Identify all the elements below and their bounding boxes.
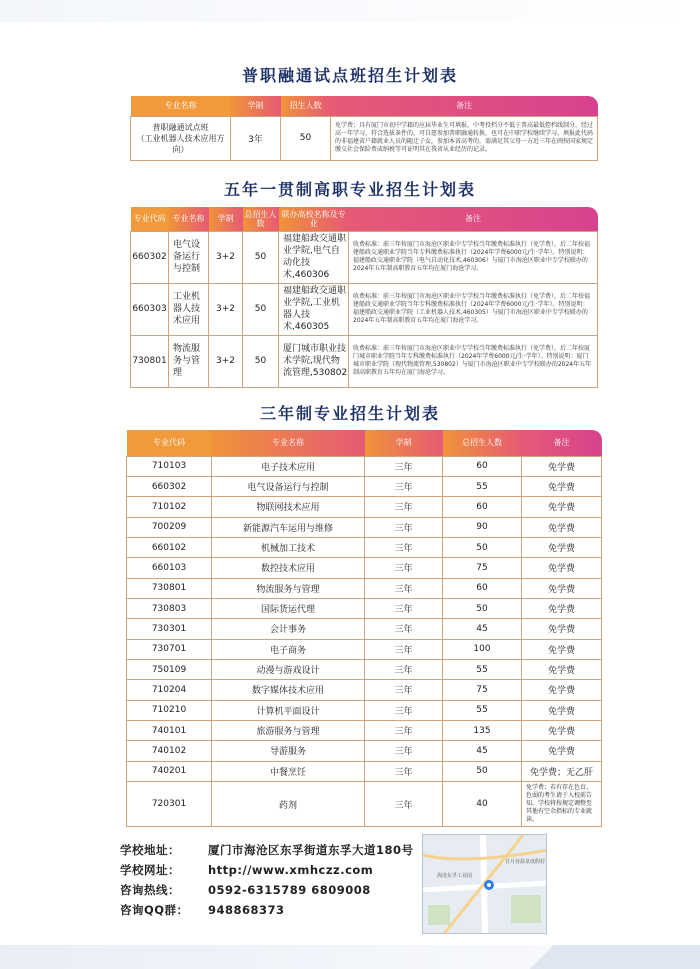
website-link[interactable]: http://www.xmhczz.com: [208, 863, 374, 877]
table3-years: 三年: [365, 558, 443, 578]
table-row: [127, 619, 602, 639]
table3-years: 三年: [365, 517, 443, 537]
table3-count: 75: [443, 680, 522, 700]
table3-years: 三年: [365, 497, 443, 517]
map-label-1: 日月谷温泉度假村: [505, 859, 546, 865]
table1-title: 普职融通试点班招生计划表: [241, 66, 458, 85]
table2-count: 50: [243, 335, 279, 387]
table3-years: 三年: [365, 761, 443, 781]
table3-note: 免学费；无乙肝: [522, 761, 602, 781]
table3-major: 导游服务: [212, 741, 365, 761]
table3-code: 660302: [127, 476, 212, 496]
table3-code: 660103: [127, 558, 212, 578]
table1-header-major: 专业名称: [131, 96, 231, 116]
hotline-value: 0592-6315789 6809008: [208, 883, 371, 897]
table3-major: 会计事务: [212, 619, 365, 639]
table2-code: 660302: [131, 231, 169, 283]
table3-count: 60: [443, 497, 522, 517]
table1-header-note: 备注: [331, 96, 598, 116]
table2-note: 收费标准：前三年按厦门市海沧区职业中专学校当年缴费标准执行（免学费），后二年按福建船政交通职业学院当年专科缴费标准执行（2024年学费6000元/生·学年）。特别说明：福建船政交通职业学院（工业机器人技术,460305）与厦门市海沧区职业中专学校联办的2024年五年制高职教育五年均在厦门海沧学习。: [349, 283, 598, 335]
table3-note: 免学费: [522, 680, 602, 700]
table2-major: 工业机器人技术应用: [169, 283, 209, 335]
table2-header-code: 专业代码: [131, 207, 169, 231]
table3-count: 55: [443, 476, 522, 496]
table3-count: 60: [443, 456, 522, 476]
table3-code: 660102: [127, 537, 212, 557]
table2-header-count: 总招生人数: [243, 207, 279, 231]
table3-major: 电子商务: [212, 639, 365, 659]
table-row: [131, 283, 598, 335]
table3: [126, 430, 602, 827]
table3-major: 动漫与游戏设计: [212, 659, 365, 679]
table3-years: 三年: [365, 639, 443, 659]
table3-count: 55: [443, 700, 522, 720]
table2-years: 3+2: [209, 231, 243, 283]
website-label: 学校网址：: [120, 863, 180, 877]
table3-header-note: 备注: [522, 430, 602, 456]
table-row: [127, 741, 602, 761]
table3-years: 三年: [365, 659, 443, 679]
table-row: [127, 578, 602, 598]
table2-header-partner: 联办高校名称及专业: [279, 207, 349, 231]
table3-note: 免学费: [522, 558, 602, 578]
top-decor-band: [0, 0, 700, 22]
table3-years: 三年: [365, 456, 443, 476]
table3-code: 700209: [127, 517, 212, 537]
table-row: [127, 720, 602, 740]
table3-code: 730801: [127, 578, 212, 598]
address-value: 厦门市海沧区东孚街道东孚大道180号: [208, 843, 414, 857]
table2-code: 660303: [131, 283, 169, 335]
table3-note: 免学费: [522, 537, 602, 557]
table2-count: 50: [243, 283, 279, 335]
table3-note: 免学费: [522, 497, 602, 517]
table3-code: 740102: [127, 741, 212, 761]
table3-count: 50: [443, 598, 522, 618]
table2: [130, 207, 598, 388]
table3-note: 免学费: [522, 741, 602, 761]
table2-partner: 福建船政交通职业学院,工业机器人技术,460305: [279, 283, 349, 335]
table3-note: 免学费: [522, 659, 602, 679]
table3-years: 三年: [365, 720, 443, 740]
map-graphic: [423, 835, 547, 934]
table1-major-line1: 普职融通试点班: [152, 122, 209, 132]
table3-header-row: [127, 430, 602, 456]
table3-header-years: 学制: [365, 430, 443, 456]
table3-years: 三年: [365, 782, 443, 827]
qq-label: 咨询QQ群：: [120, 903, 189, 917]
table2-header-row: [131, 207, 598, 231]
table1-years: 3年: [231, 116, 281, 160]
table-row: [127, 761, 602, 781]
table2-years: 3+2: [209, 283, 243, 335]
table2-count: 50: [243, 231, 279, 283]
table3-major: 物流服务与管理: [212, 578, 365, 598]
bottom-decor-band: [0, 945, 700, 969]
table3-count: 50: [443, 537, 522, 557]
table1-count: 50: [281, 116, 331, 160]
table1-note: 免学费；具有厦门市初中学籍的应届毕业生可填报。中考投档分不低于普高最低控档线制分，经过高一年学习，符合选拔条件的，可自愿参加普职融通转换，也可在中职学校继续学习。填报此代码的非福建省户籍就业人员的随迁子女，参加本省高考的，需满足其父母一方近三年在闽按国家规定缴交社会保险费或纳税等可证明其在我省从业经历的记录。: [331, 116, 598, 160]
table2-note: 收费标准：前三年按厦门市海沧区职业中专学校当年缴费标准执行（免学费），后二年按厦门城市职业学院当年专科缴费标准执行（2024年学费6000元/生·学年）。特别说明：厦门城市职业学院（现代物流管理,530802）与厦门市海沧区职业中专学校联办的2024年五年制高职教育五年均在厦门海沧学习。: [349, 335, 598, 387]
table-row: [127, 497, 602, 517]
table2-partner: 福建船政交通职业学院,电气自动化技术,460306: [279, 231, 349, 283]
table3-note: 免学费: [522, 517, 602, 537]
table3-code: 720301: [127, 782, 212, 827]
table1-header-row: [131, 96, 598, 116]
table2-partner: 厦门城市职业技术学院,现代物流管理,530802: [279, 335, 349, 387]
table3-count: 40: [443, 782, 522, 827]
table3-header-code: 专业代码: [127, 430, 212, 456]
table1-header-count: 招生人数: [281, 96, 331, 116]
table2-header-note: 备注: [349, 207, 598, 231]
qq-line: [120, 902, 285, 918]
table3-note: 免学费: [522, 720, 602, 740]
table2-note: 收费标准：前三年按厦门市海沧区职业中专学校当年缴费标准执行（免学费），后二年按福建船政交通职业学院当年专科缴费标准执行（2024年学费6000元/生·学年）。特别说明：福建船政交通职业学院（电气自动化技术,460306）与厦门市海沧区职业中专学校联办的2024年五年制高职教育五年均在厦门海沧学习。: [349, 231, 598, 283]
table2-header-years: 学制: [209, 207, 243, 231]
table-row: [127, 700, 602, 720]
table3-count: 45: [443, 741, 522, 761]
table3-note: 免学费: [522, 598, 602, 618]
table3-years: 三年: [365, 700, 443, 720]
table3-note: 免学费；若有存在色盲、色弱的考生请于入校前告知，学校将按规定调整至其他有空余指标的专业就读。: [522, 782, 602, 827]
table1-major-cell: [131, 116, 231, 160]
table-row: [131, 116, 598, 160]
hotline-line: [120, 882, 371, 898]
table3-code: 740101: [127, 720, 212, 740]
table3-code: 710102: [127, 497, 212, 517]
table2-title: 五年一贯制高职专业招生计划表: [223, 180, 476, 199]
table3-code: 710103: [127, 456, 212, 476]
table3-major: 国际货运代理: [212, 598, 365, 618]
table3-major: 机械加工技术: [212, 537, 365, 557]
table3-years: 三年: [365, 578, 443, 598]
table-row: [127, 598, 602, 618]
table3-count: 75: [443, 558, 522, 578]
table3-code: 710204: [127, 680, 212, 700]
table3-count: 55: [443, 659, 522, 679]
location-map: [422, 834, 547, 934]
website-line: [120, 862, 373, 878]
table2-header-major: 专业名称: [169, 207, 209, 231]
table-row: [127, 537, 602, 557]
table3-count: 90: [443, 517, 522, 537]
table3-note: 免学费: [522, 639, 602, 659]
table-row: [127, 558, 602, 578]
table3-years: 三年: [365, 476, 443, 496]
table3-major: 数控技术应用: [212, 558, 365, 578]
table-row: [127, 659, 602, 679]
address-line: [120, 842, 414, 858]
table3-major: 中餐烹饪: [212, 761, 365, 781]
table3-header-major: 专业名称: [212, 430, 365, 456]
table3-years: 三年: [365, 598, 443, 618]
table-row: [127, 517, 602, 537]
table3-major: 电气设备运行与控制: [212, 476, 365, 496]
table3-code: 740201: [127, 761, 212, 781]
qq-value: 948868373: [208, 903, 285, 917]
table-row: [131, 335, 598, 387]
table3-code: 710210: [127, 700, 212, 720]
table3-note: 免学费: [522, 476, 602, 496]
table1: [130, 96, 598, 161]
table3-count: 60: [443, 578, 522, 598]
table3-code: 730803: [127, 598, 212, 618]
table1-header-years: 学制: [231, 96, 281, 116]
table3-years: 三年: [365, 537, 443, 557]
table3-years: 三年: [365, 741, 443, 761]
table3-count: 100: [443, 639, 522, 659]
table3-note: 免学费: [522, 700, 602, 720]
table3-count: 135: [443, 720, 522, 740]
table3-body: [127, 456, 602, 827]
table3-code: 730701: [127, 639, 212, 659]
table3-note: 免学费: [522, 578, 602, 598]
map-label-0: 海沧东孚工业园: [437, 873, 473, 879]
table3-code: 730301: [127, 619, 212, 639]
table-row: [127, 476, 602, 496]
table3-note: 免学费: [522, 456, 602, 476]
table3-header-count: 总招生人数: [443, 430, 522, 456]
table3-major: 物联网技术应用: [212, 497, 365, 517]
table3-count: 50: [443, 761, 522, 781]
table2-code: 730801: [131, 335, 169, 387]
table3-major: 药剂: [212, 782, 365, 827]
table-row: [127, 456, 602, 476]
table-row: [127, 639, 602, 659]
table2-major: 物流服务与管理: [169, 335, 209, 387]
table3-major: 电子技术应用: [212, 456, 365, 476]
table3-major: 旅游服务与管理: [212, 720, 365, 740]
table-row: [127, 680, 602, 700]
table2-years: 3+2: [209, 335, 243, 387]
table3-major: 计算机平面设计: [212, 700, 365, 720]
table-row: [127, 782, 602, 827]
table3-code: 750109: [127, 659, 212, 679]
address-label: 学校地址：: [120, 843, 180, 857]
table3-years: 三年: [365, 619, 443, 639]
table3-major: 数字媒体技术应用: [212, 680, 365, 700]
table1-major-line2: （工业机器人技术应用方向）: [136, 133, 225, 154]
table3-note: 免学费: [522, 619, 602, 639]
table3-years: 三年: [365, 680, 443, 700]
table3-count: 45: [443, 619, 522, 639]
table-row: [131, 231, 598, 283]
table3-title: 三年制专业招生计划表: [259, 404, 440, 423]
table3-major: 新能源汽车运用与维修: [212, 517, 365, 537]
hotline-label: 咨询热线：: [120, 883, 180, 897]
table2-major: 电气设备运行与控制: [169, 231, 209, 283]
